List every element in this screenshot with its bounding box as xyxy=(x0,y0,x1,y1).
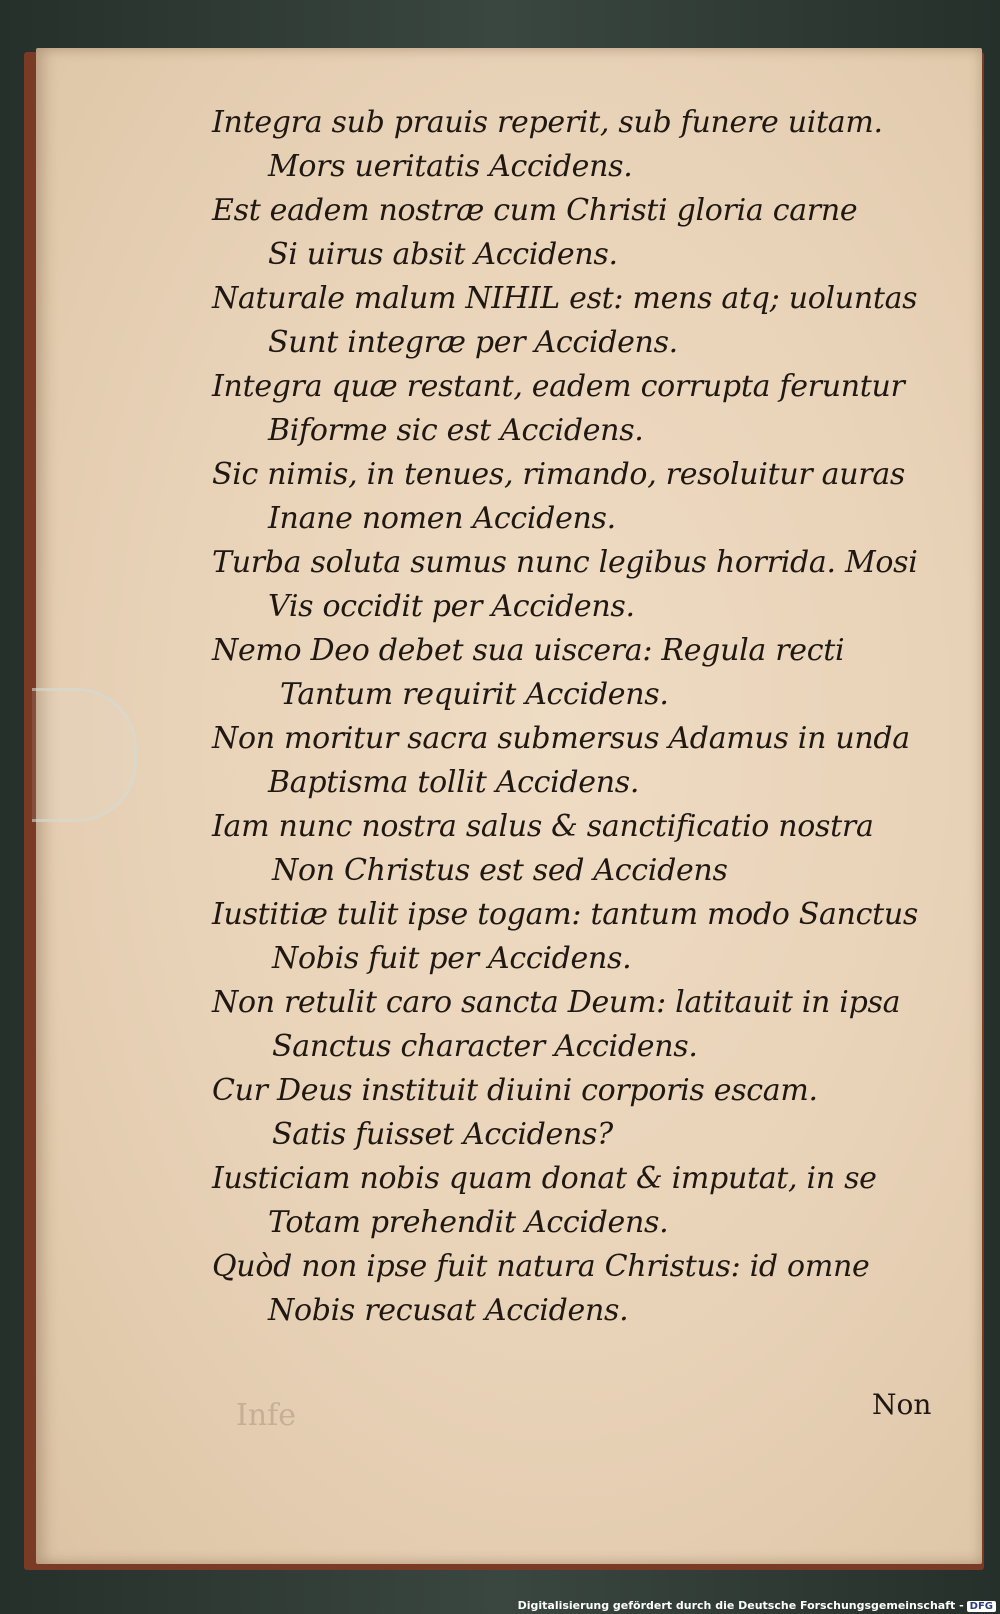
verse-line: Non moritur sacra submersus Adamus in unda xyxy=(212,721,910,756)
verse-line: Sic nimis, in tenues, rimando, resoluitur auras xyxy=(212,457,906,492)
verse-line: Est eadem nostræ cum Christi gloria carne xyxy=(212,193,858,228)
refrain-line: Nobis fuit per Accidens. xyxy=(272,941,632,976)
refrain-line: Satis fuisset Accidens? xyxy=(272,1117,613,1152)
refrain-line: Inane nomen Accidens. xyxy=(268,501,616,536)
verse-line: Iustitiæ tulit ipse togam: tantum modo Sanctus xyxy=(212,897,919,932)
refrain-line: Non Christus est sed Accidens xyxy=(272,853,728,888)
verse-line: Turba soluta sumus nunc legibus horrida. Mosi xyxy=(212,545,918,580)
digitization-credit xyxy=(518,1599,996,1612)
verse-line: Cur Deus instituit diuini corporis escam. xyxy=(212,1073,818,1108)
dfg-logo-icon: DFG xyxy=(967,1601,996,1612)
refrain-line: Vis occidit per Accidens. xyxy=(268,589,635,624)
bleed-through-text: Infe xyxy=(236,1398,297,1433)
verse-line: Integra sub prauis reperit, sub funere uitam. xyxy=(212,105,883,140)
verse-line: Naturale malum NIHIL est: mens atq; uoluntas xyxy=(212,281,918,316)
refrain-line: Totam prehendit Accidens. xyxy=(268,1205,669,1240)
verse-line: Integra quæ restant, eadem corrupta feruntur xyxy=(212,369,905,404)
book-page xyxy=(36,48,982,1564)
refrain-line: Si uirus absit Accidens. xyxy=(268,237,618,272)
refrain-line: Sanctus character Accidens. xyxy=(272,1029,698,1064)
verse-line: Quòd non ipse fuit natura Christus: id omne xyxy=(212,1249,870,1284)
verse-line: Non retulit caro sancta Deum: latitauit in ipsa xyxy=(212,985,901,1020)
credit-text: Digitalisierung gefördert durch die Deutsche Forschungsgemeinschaft - xyxy=(517,1599,964,1612)
refrain-line: Mors ueritatis Accidens. xyxy=(268,149,633,184)
refrain-line: Biforme sic est Accidens. xyxy=(268,413,644,448)
verse-line: Iam nunc nostra salus & sanctificatio nostra xyxy=(212,809,874,844)
refrain-line: Nobis recusat Accidens. xyxy=(268,1293,629,1328)
verse-line: Iusticiam nobis quam donat & imputat, in se xyxy=(212,1161,877,1196)
poem-text xyxy=(36,48,982,1564)
verse-line: Nemo Deo debet sua uiscera: Regula recti xyxy=(212,633,845,668)
refrain-line: Tantum requirit Accidens. xyxy=(280,677,669,712)
refrain-line: Sunt integræ per Accidens. xyxy=(268,325,678,360)
catchword: Non xyxy=(872,1388,932,1421)
refrain-line: Baptisma tollit Accidens. xyxy=(268,765,640,800)
